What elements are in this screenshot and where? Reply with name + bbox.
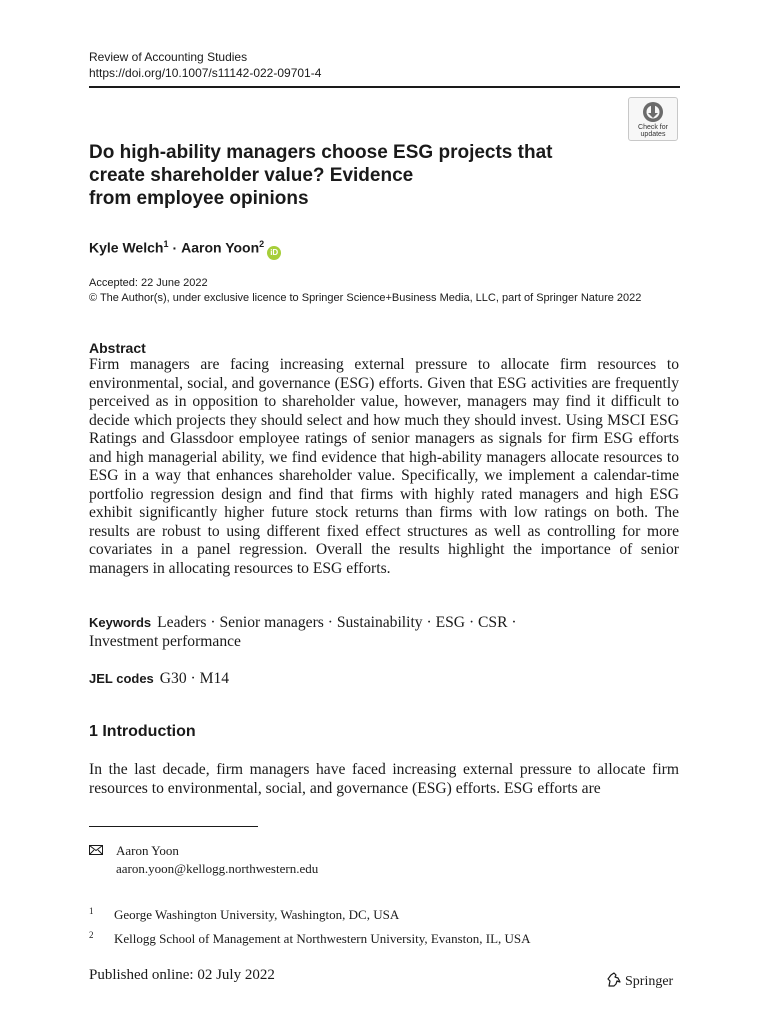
correspondence-name: Aaron Yoon [116,843,179,858]
article-title [89,141,609,210]
badge-line-1: Check for [638,124,668,131]
section-heading: 1 Introduction [89,723,196,740]
affiliation-number: 2 [89,930,94,940]
badge-line-2: updates [640,131,666,138]
author-name[interactable]: Aaron Yoon [181,239,260,256]
affiliation-text: Kellogg School of Management at Northwestern University, Evanston, IL, USA [114,931,531,946]
author-separator: · [172,239,178,256]
jel-value: G30 · M14 [159,670,230,687]
check-for-updates-icon [642,101,664,123]
author-affiliation-mark: 1 [163,239,169,249]
affiliation-text: George Washington University, Washington, DC, USA [114,907,400,922]
keywords-label: Keywords [89,615,152,630]
orcid-icon[interactable]: iD [267,246,281,260]
springer-logo [606,972,673,991]
affiliation-number: 1 [89,906,94,916]
footnote-rule [89,826,258,827]
journal-header [89,49,321,81]
published-online: Published online: 02 July 2022 [89,967,275,983]
check-for-updates-badge[interactable] [628,97,678,141]
abstract-heading: Abstract [89,340,146,356]
title-line-1: Do high-ability managers choose ESG projects that [89,142,553,163]
publisher-name: Springer [625,974,674,989]
title-line-2: create shareholder value? Evidence [89,165,414,186]
introduction-text: In the last decade, firm managers have faced increasing external pressure to allocate firm resources to environmental, social, and governance (ESG) efforts. ESG efforts are [89,761,679,797]
abstract-text: Firm managers are facing increasing external pressure to allocate firm resources to environmental, social, and governance (ESG) efforts. Given that ESG activities are frequently perceived as in opposition to shareholder value, however, managers may find it difficult to decide which projects they should select and how much they should invest. Using MSCI ESG Ratings and Glassdoor employee ratings of senior managers as signals for firm ESG efforts and high managerial ability, we find evidence that high-ability managers allocate resources to ESG in a way that enhances shareholder value. Specifically, we implement a calendar-time portfolio regression design and find that firms with highly rated managers and high ESG exhibit significantly higher future stock returns than firms with low ratings on both. The results are robust to using different fixed effect structures as well as controlling for more covariates in a panel regression. Overall the results highlight the importance of senior managers in allocating resources to ESG efforts. [89,356,679,577]
envelope-icon [89,845,103,855]
header-rule [89,86,680,88]
jel-codes [89,669,229,688]
keywords-line-2: Investment performance [89,633,241,650]
copyright-line: © The Author(s), under exclusive licence to Springer Science+Business Media, LLC, part of Springer Nature 2022 [89,292,642,304]
author-list [89,235,281,260]
badge-text [629,124,677,138]
springer-horse-icon [606,972,622,988]
doi-link[interactable]: https://doi.org/10.1007/s11142-022-09701-4 [89,66,322,80]
publication-dates [89,276,641,306]
correspondence-email[interactable]: aaron.yoon@kellogg.northwestern.edu [116,861,319,876]
author-affiliation-mark: 2 [259,239,265,249]
title-line-3: from employee opinions [89,188,309,209]
journal-name: Review of Accounting Studies [89,50,248,64]
jel-label: JEL codes [89,671,154,686]
keywords [89,613,679,651]
author-name[interactable]: Kyle Welch [89,239,164,256]
accepted-date: Accepted: 22 June 2022 [89,277,208,289]
keywords-line-1: Leaders · Senior managers · Sustainability · ESG · CSR · [157,614,517,631]
